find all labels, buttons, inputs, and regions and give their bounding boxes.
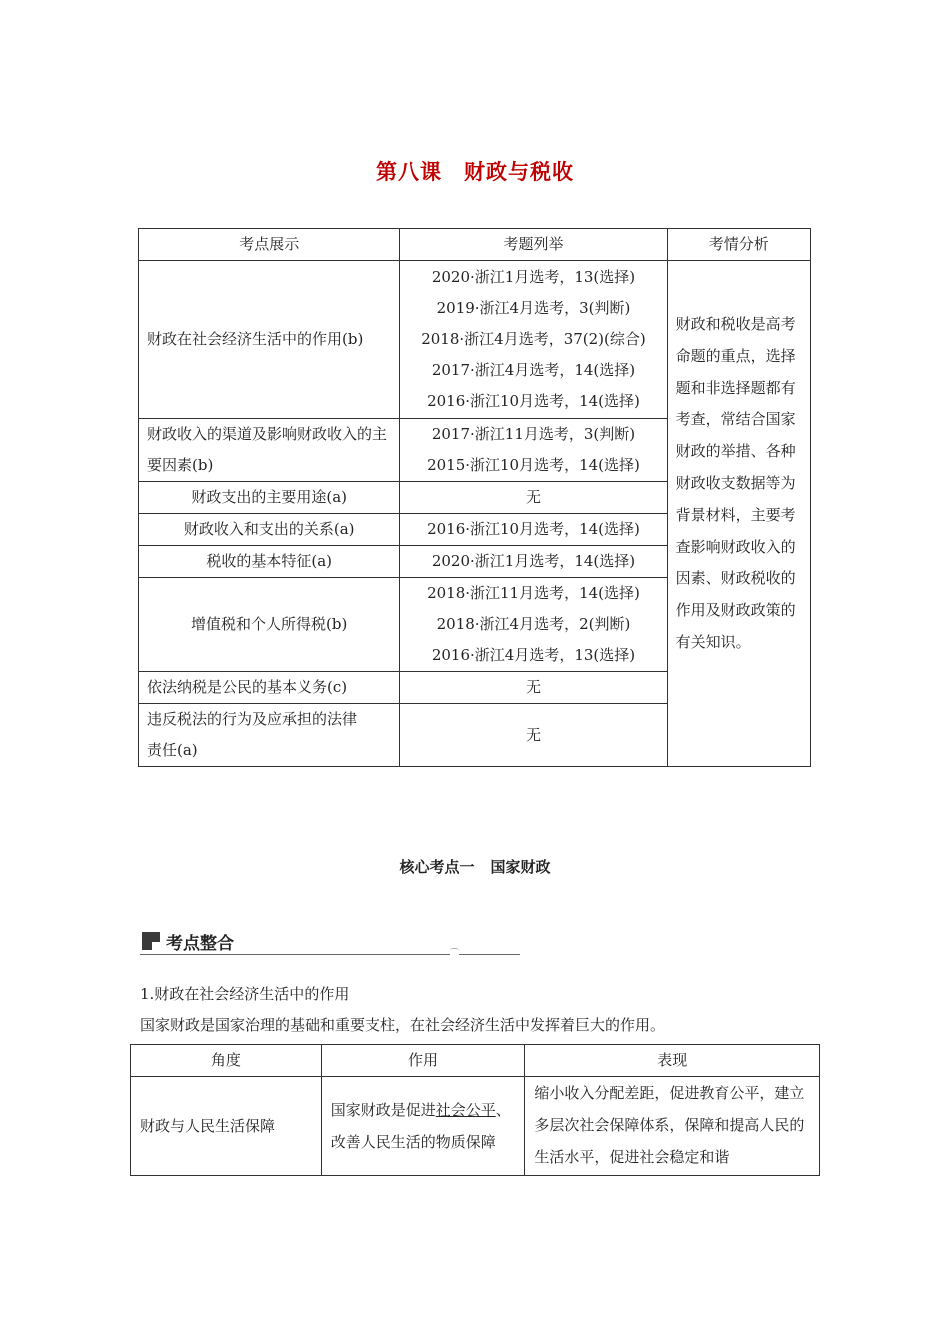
exam-cell: 2020·浙江1月选考，14(选择)	[400, 546, 667, 578]
table-row	[131, 1077, 820, 1176]
exam-item: 2015·浙江10月选考，14(选择)	[427, 456, 640, 474]
section-number: 核心考点一	[399, 858, 475, 876]
role-cell	[321, 1077, 525, 1176]
point-text: 国家财政是国家治理的基础和重要支柱，在社会经济生活中发挥着巨大的作用。	[140, 1016, 666, 1034]
table-header-row	[139, 229, 811, 261]
topic-cell: 财政收入和支出的关系(a)	[139, 514, 400, 546]
exam-cell	[400, 261, 667, 419]
exam-cell	[400, 419, 667, 482]
topic-cell: 税收的基本特征(a)	[139, 546, 400, 578]
role-text: 国家财政是促进	[330, 1101, 436, 1119]
exam-item: 2016·浙江4月选考，13(选择)	[431, 646, 636, 664]
exam-item: 2017·浙江11月选考，3(判断)	[431, 425, 636, 443]
role-underlined-text: 社会公平	[435, 1101, 496, 1119]
topic-cell: 财政支出的主要用途(a)	[139, 482, 400, 514]
heading-divider	[140, 954, 520, 955]
angle-cell: 财政与人民生活保障	[131, 1077, 322, 1176]
exam-cell: 无	[400, 704, 667, 767]
section-heading-bar	[140, 928, 520, 958]
exam-overview-table	[138, 228, 811, 767]
exam-cell: 2016·浙江10月选考，14(选择)	[400, 514, 667, 546]
role-text: 、改善人民生活的物质保障	[330, 1101, 511, 1151]
exam-cell	[400, 578, 667, 672]
section-title	[0, 856, 950, 877]
table-row	[139, 261, 811, 419]
title-topic: 财政与税收	[464, 160, 574, 184]
table-header-row	[131, 1045, 820, 1077]
topic-cell: 财政在社会经济生活中的作用(b)	[139, 261, 400, 419]
exam-item: 2018·浙江4月选考，2(判断)	[436, 615, 631, 633]
square-bullet-icon	[142, 932, 160, 950]
exam-cell: 无	[400, 672, 667, 704]
header-cell: 作用	[321, 1045, 525, 1077]
topic-cell: 增值税和个人所得税(b)	[139, 578, 400, 672]
performance-cell: 缩小收入分配差距，促进教育公平，建立多层次社会保障体系，保障和提高人民的生活水平，促进社会稳定和谐	[525, 1077, 820, 1176]
header-cell: 考题列举	[400, 229, 667, 261]
wave-mark-icon: ⌒	[450, 949, 460, 959]
header-cell: 表现	[525, 1045, 820, 1077]
exam-item: 2020·浙江1月选考，13(选择)	[431, 268, 636, 286]
header-cell: 考情分析	[667, 229, 810, 261]
analysis-cell: 财政和税收是高考命题的重点，选择题和非选择题都有考查，常结合国家财政的举措、各种财政收支数据等为背景材料，主要考查影响财政收入的因素、财政税收的作用及财政政策的有关知识。	[667, 261, 810, 767]
topic-cell: 违反税法的行为及应承担的法律责任(a)	[139, 704, 400, 767]
exam-item: 2016·浙江10月选考，14(选择)	[427, 392, 640, 410]
exam-item: 2017·浙江4月选考，14(选择)	[431, 361, 636, 379]
exam-cell: 无	[400, 482, 667, 514]
exam-item: 2018·浙江4月选考，37(2)(综合)	[421, 330, 646, 348]
exam-item: 2019·浙江4月选考，3(判断)	[436, 299, 631, 317]
title-lesson: 第八课	[376, 160, 442, 184]
heading-label: 考点整合	[166, 934, 234, 954]
header-cell: 角度	[131, 1045, 322, 1077]
finance-role-table	[130, 1044, 820, 1176]
topic-cell: 依法纳税是公民的基本义务(c)	[139, 672, 400, 704]
exam-item: 2018·浙江11月选考，14(选择)	[427, 584, 640, 602]
page-title	[0, 156, 950, 186]
header-cell: 考点展示	[139, 229, 400, 261]
topic-cell: 财政收入的渠道及影响财政收入的主要因素(b)	[139, 419, 400, 482]
point-title: 1.财政在社会经济生活中的作用	[140, 985, 350, 1003]
section-topic: 国家财政	[490, 858, 551, 876]
